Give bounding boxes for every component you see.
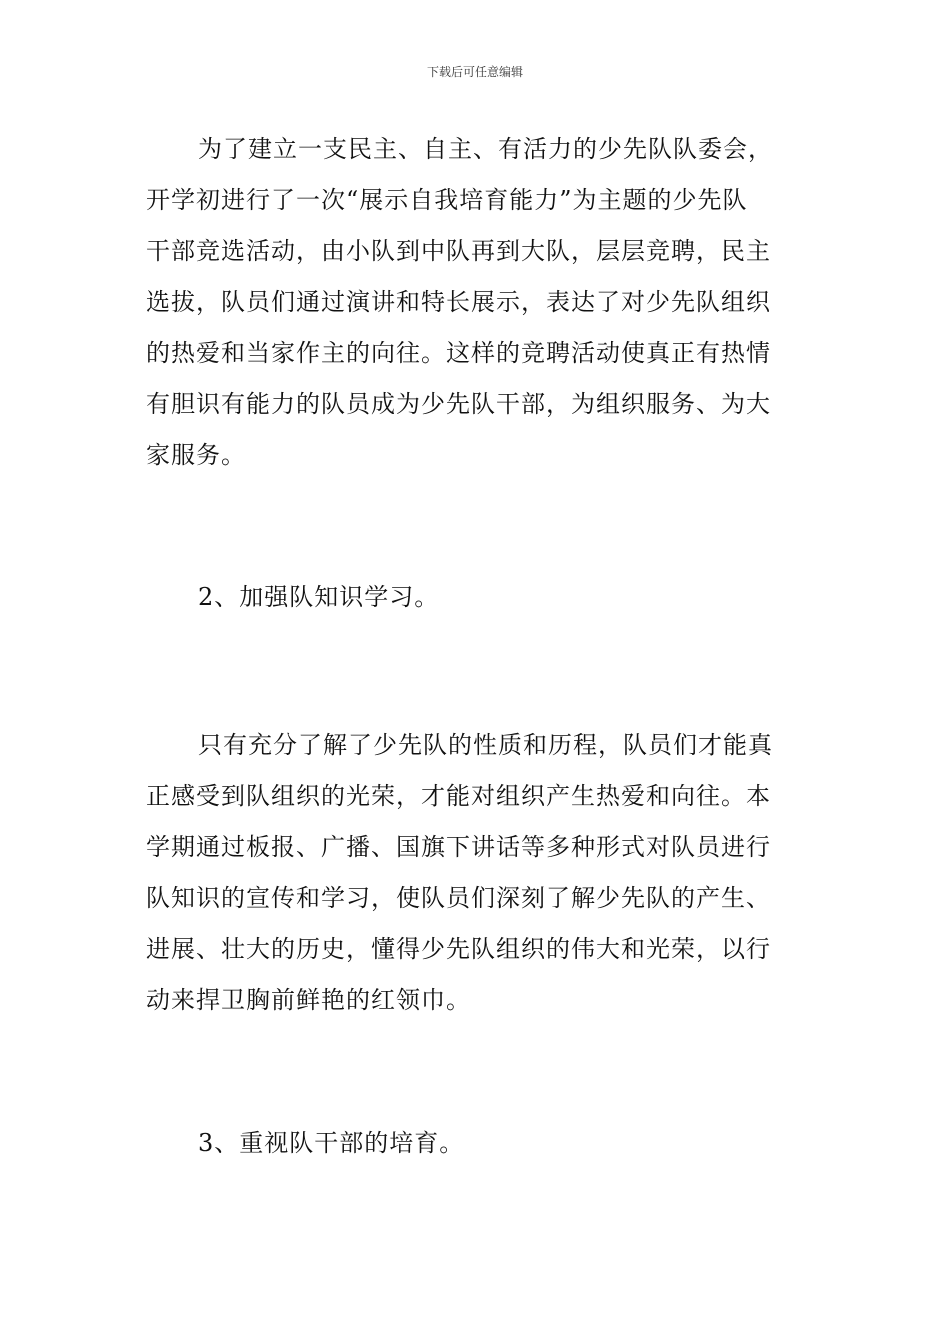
- page-header: 下载后可任意编辑: [426, 65, 523, 79]
- paragraph-line: 有胆识有能力的队员成为少先队干部，为组织服务、为大: [146, 390, 771, 418]
- paragraph-knowledge: [146, 720, 811, 1026]
- paragraph-line: 干部竞选活动，由小队到中队再到大队，层层竞聘，民主: [146, 237, 771, 265]
- paragraph-line: 学期通过板报、广播、国旗下讲话等多种形式对队员进行: [146, 833, 771, 861]
- paragraph-line: 动来捍卫胸前鲜艳的红领巾。: [146, 986, 471, 1014]
- paragraph-line: 只有充分了解了少先队的性质和历程，队员们才能真: [198, 731, 773, 759]
- paragraph-line: 正感受到队组织的光荣，才能对组织产生热爱和向往。本: [146, 782, 771, 810]
- paragraph-line: 进展、壮大的历史，懂得少先队组织的伟大和光荣，以行: [146, 935, 771, 963]
- paragraph-election: [146, 124, 811, 481]
- paragraph-line: 选拔，队员们通过演讲和特长展示，表达了对少先队组织: [146, 288, 771, 316]
- section-heading-3: [146, 1118, 811, 1169]
- paragraph-line: 家服务。: [146, 441, 246, 469]
- paragraph-line: 开学初进行了一次“展示自我培育能力”为主题的少先队: [146, 186, 748, 214]
- paragraph-line: 队知识的宣传和学习，使队员们深刻了解少先队的产生、: [146, 884, 771, 912]
- paragraph-line: 为了建立一支民主、自主、有活力的少先队队委会，: [198, 135, 773, 163]
- section-heading-2: [146, 572, 811, 623]
- heading-text: 3、重视队干部的培育。: [198, 1129, 465, 1157]
- paragraph-line: 的热爱和当家作主的向往。这样的竞聘活动使真正有热情: [146, 339, 771, 367]
- heading-text: 2、加强队知识学习。: [198, 583, 440, 611]
